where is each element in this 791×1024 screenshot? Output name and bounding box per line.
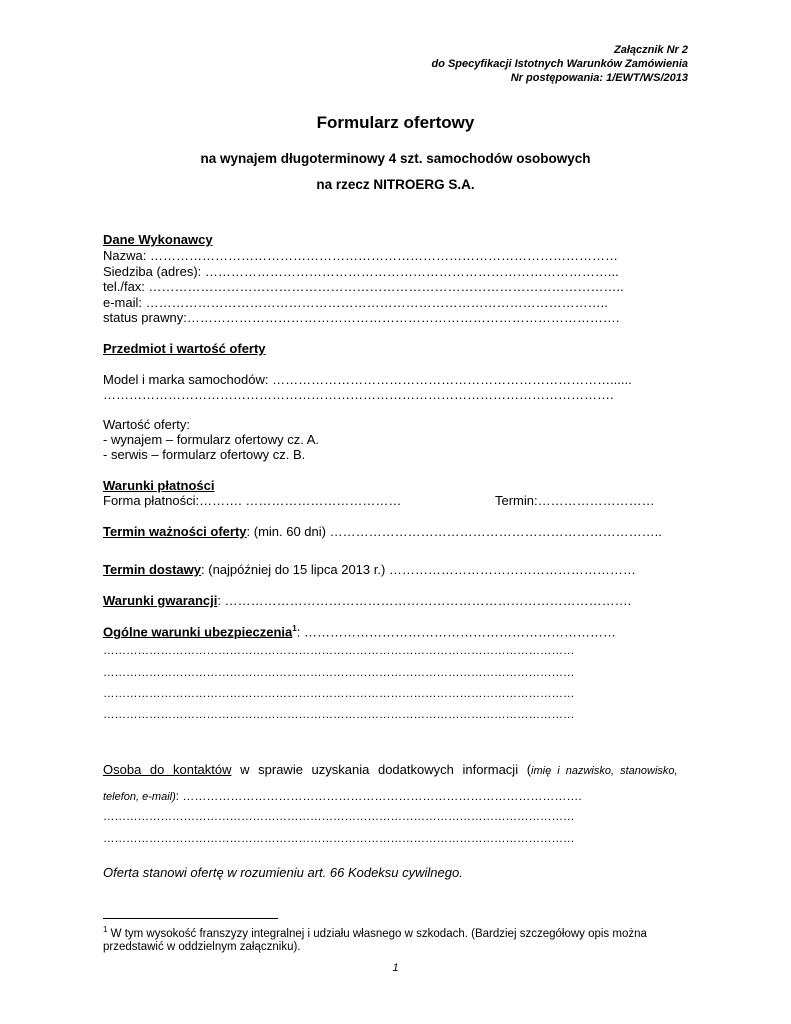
- contact-text: w sprawie uzyskania dodatkowych informacji (: [231, 762, 532, 777]
- subject-heading: Przedmiot i wartość oferty: [103, 341, 266, 356]
- contact-hint: imię i nazwisko, stanowisko,: [531, 765, 678, 777]
- footnote-text: W tym wysokość franszyzy integralnej i udziału własnego w szkodach. (Bardziej szczegółowy opis można: [107, 927, 647, 940]
- warranty-label: Warunki gwarancji: [103, 593, 218, 608]
- car-model-field: Model i marka samochodów: ……………………………………………………………………......: [103, 372, 632, 387]
- contractor-heading: Dane Wykonawcy: [103, 232, 213, 247]
- procedure-number: Nr postępowania: 1/EWT/WS/2013: [510, 72, 688, 84]
- contractor-email-field: e-mail: ……………………………………………………………………………………………..: [103, 295, 608, 310]
- contractor-seat-field: Siedziba (adres): …………………………………………………………………………………...: [103, 264, 619, 279]
- annex-spec: do Specyfikacji Istotnych Warunków Zamówienia: [431, 58, 688, 70]
- delivery-label: Termin dostawy: [103, 562, 202, 577]
- delivery-row: [103, 562, 636, 577]
- annex-number: Załącznik Nr 2: [614, 44, 688, 56]
- subtitle-client: na rzecz NITROERG S.A.: [316, 177, 475, 192]
- contractor-phone-field: tel./fax: ………………………………………………………………………………………………..: [103, 279, 624, 294]
- payment-form-field: Forma płatności:………. ………………………………: [103, 493, 402, 508]
- payment-term-field: Termin:………………………: [495, 493, 655, 508]
- offer-value-label: Wartość oferty:: [103, 417, 190, 432]
- footnote-line-1: [103, 925, 647, 940]
- contractor-name-field: Nazwa: ………………………………………………………………………………………………: [103, 248, 618, 263]
- offer-value-service: - serwis – formularz ofertowy cz. B.: [103, 447, 306, 462]
- offer-value-rental: - wynajem – formularz ofertowy cz. A.: [103, 432, 320, 447]
- car-model-continuation: ……………………………………………………………………………………………………….: [103, 387, 614, 402]
- insurance-field: : ………………………………………………………………: [296, 624, 616, 640]
- contact-row-2: [103, 788, 582, 803]
- subtitle-scope: na wynajem długoterminowy 4 szt. samochodów osobowych: [200, 151, 591, 166]
- contractor-legal-status-field: status prawny:……………………………………………………………………………………….: [103, 310, 620, 325]
- insurance-line: ……………………………………………………………………………………………………………: [103, 645, 575, 657]
- validity-row: [103, 524, 662, 539]
- footnote-ref: 1: [292, 624, 297, 633]
- footnote-mark: 1: [103, 925, 108, 934]
- contact-hint-2: telefon, e-mail): [103, 791, 176, 803]
- warranty-field: : ………………………………………………………………………………….: [217, 593, 632, 608]
- insurance-line: ……………………………………………………………………………………………………………: [103, 709, 575, 721]
- page-number: 1: [392, 962, 399, 974]
- insurance-label: Ogólne warunki ubezpieczenia: [103, 624, 293, 640]
- payment-heading: Warunki płatności: [103, 478, 215, 493]
- offer-statement: Oferta stanowi ofertę w rozumieniu art. 66 Kodeksu cywilnego.: [103, 865, 463, 880]
- page-title: Formularz ofertowy: [316, 113, 475, 132]
- validity-label: Termin ważności oferty: [103, 524, 247, 539]
- validity-field: : (min. 60 dni) …………………………………………………………………..: [246, 524, 662, 539]
- contact-line: ……………………………………………………………………………………………………………: [103, 811, 575, 823]
- footnote-line-2: przedstawić w oddzielnym załączniku).: [103, 941, 301, 953]
- insurance-line: ……………………………………………………………………………………………………………: [103, 667, 575, 679]
- contact-line: ……………………………………………………………………………………………………………: [103, 833, 575, 845]
- contact-field: : ……………………………………………………………………………………….: [175, 789, 582, 803]
- delivery-field: : (najpóźniej do 15 lipca 2013 r.) …………………………………………………: [201, 562, 636, 577]
- contact-row: [103, 762, 678, 777]
- warranty-row: [103, 593, 631, 608]
- contact-label: Osoba do kontaktów: [103, 762, 232, 777]
- footnote-divider: [103, 918, 278, 919]
- insurance-line: ……………………………………………………………………………………………………………: [103, 688, 575, 700]
- insurance-row: [103, 624, 616, 639]
